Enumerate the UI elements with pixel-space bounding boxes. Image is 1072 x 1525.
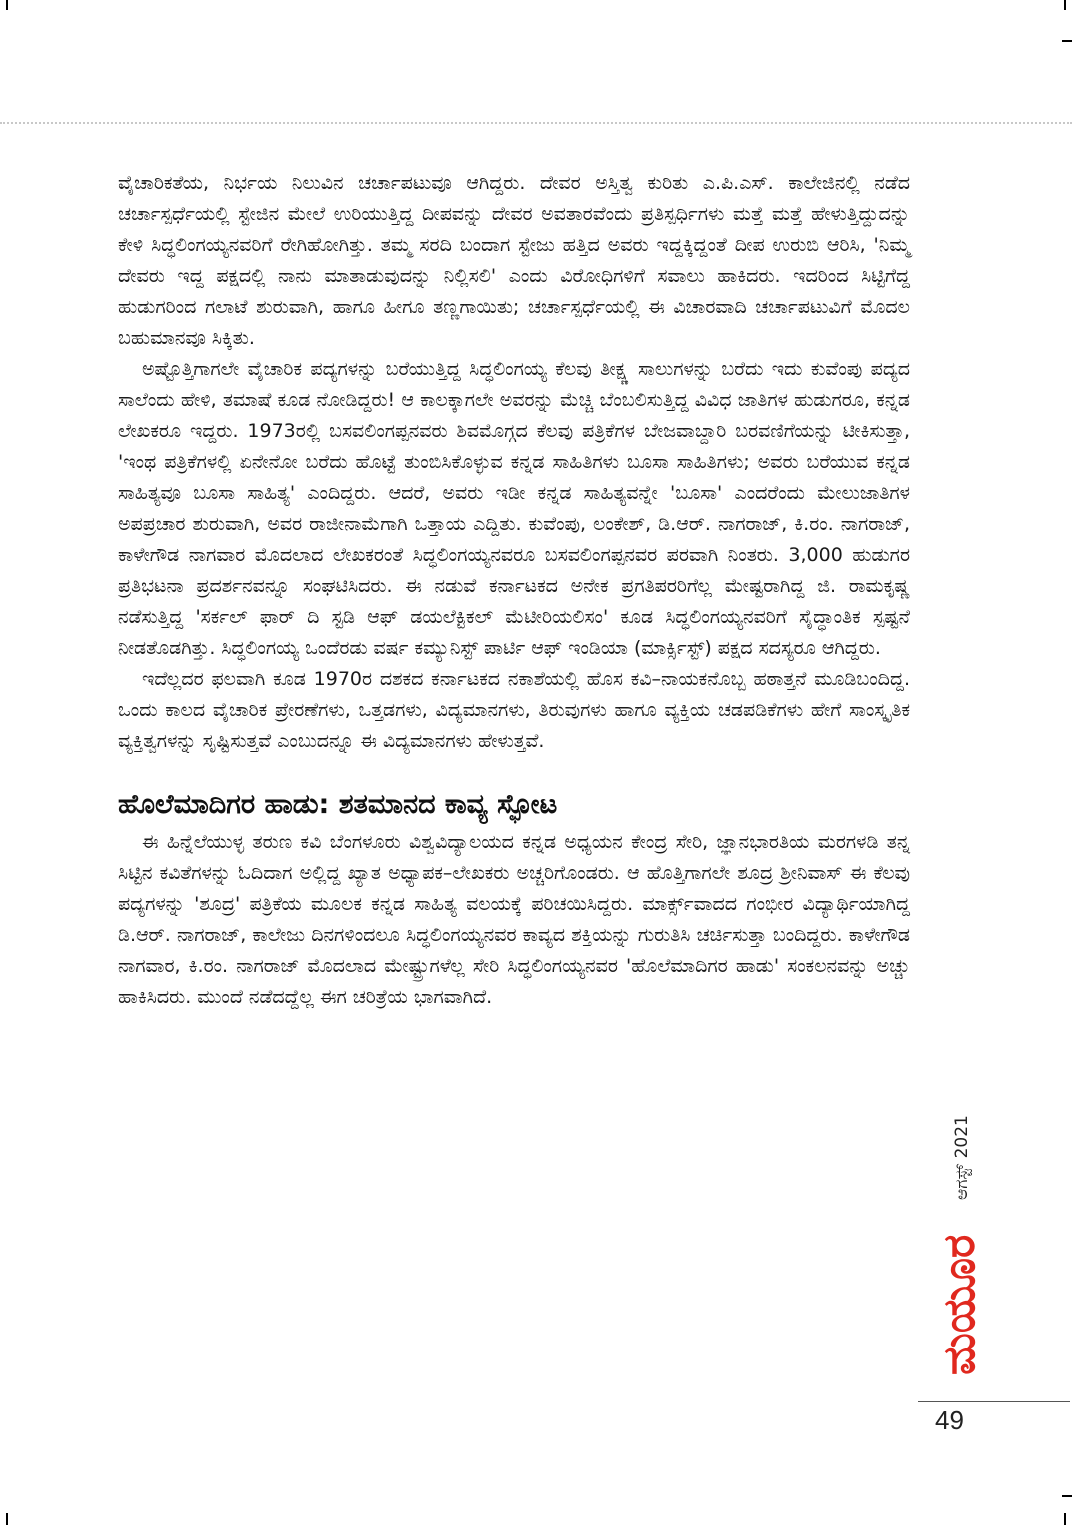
paragraph-2: ಅಷ್ಟೊತ್ತಿಗಾಗಲೇ ವೈಚಾರಿಕ ಪದ್ಯಗಳನ್ನು ಬರೆಯುತ್ತಿದ್ದ ಸಿದ್ಧಲಿಂಗಯ್ಯ ಕೆಲವು ತೀಕ್ಷ್ಣ ಸಾಲುಗಳನ್ನು ಬರೆದು ಇದು ಕುವೆಂಪು ಪದ್ಯದ ಸಾಲೆಂದು ಹೇಳಿ, ತಮಾಷೆ ಕೂಡ ನೋಡಿದ್ದರು! ಆ ಕಾಲಕ್ಕಾಗಲೇ ಅವರನ್ನು ಮೆಚ್ಚಿ ಬೆಂಬಲಿಸುತ್ತಿದ್ದ ವಿವಿಧ ಜಾತಿಗಳ ಹುಡುಗರೂ, ಕನ್ನಡ ಲೇಖಕರೂ ಇದ್ದರು. 1973ರಲ್ಲಿ ಬಸವಲಿಂಗಪ್ಪನವರು ಶಿವಮೊಗ್ಗದ ಕೆಲವು ಪತ್ರಿಕೆಗಳ ಬೇಜವಾಬ್ದಾರಿ ಬರವಣಿಗೆಯನ್ನು ಟೀಕಿಸುತ್ತಾ, 'ಇಂಥ ಪತ್ರಿಕೆಗಳಲ್ಲಿ ಏನೇನೋ ಬರೆದು ಹೊಟ್ಟೆ ತುಂಬಿಸಿಕೊಳ್ಳುವ ಕನ್ನಡ ಸಾಹಿತಿಗಳು ಬೂಸಾ ಸಾಹಿತಿಗಳು; ಅವರು ಬರೆಯುವ ಕನ್ನಡ ಸಾಹಿತ್ಯವೂ ಬೂಸಾ ಸಾಹಿತ್ಯ' ಎಂದಿದ್ದರು. ಆದರೆ, ಅವರು ಇಡೀ ಕನ್ನಡ ಸಾಹಿತ್ಯವನ್ನೇ 'ಬೂಸಾ' ಎಂದರೆಂದು ಮೇಲುಜಾತಿಗಳ ಅಪಪ್ರಚಾರ ಶುರುವಾಗಿ, ಅವರ ರಾಜೀನಾಮೆಗಾಗಿ ಒತ್ತಾಯ ಎದ್ದಿತು. ಕುವೆಂಪು, ಲಂಕೇಶ್, ಡಿ.ಆರ್. ನಾಗರಾಜ್, ಕಿ.ರಂ. ನಾಗರಾಜ್, ಕಾಳೇಗೌಡ ನಾಗವಾರ ಮೊದಲಾದ ಲೇಖಕರಂತೆ ಸಿದ್ಧಲಿಂಗಯ್ಯನವರೂ ಬಸವಲಿಂಗಪ್ಪನವರ ಪರವಾಗಿ ನಿಂತರು. 3,000 ಹುಡುಗರ ಪ್ರತಿಭಟನಾ ಪ್ರದರ್ಶನವನ್ನೂ ಸಂಘಟಿಸಿದರು. ಈ ನಡುವೆ ಕರ್ನಾಟಕದ ಅನೇಕ ಪ್ರಗತಿಪರರಿಗೆಲ್ಲ ಮೇಷ್ಟರಾಗಿದ್ದ ಜಿ. ರಾಮಕೃಷ್ಣ ನಡೆಸುತ್ತಿದ್ದ 'ಸರ್ಕಲ್ ಫಾರ್ ದಿ ಸ್ಟಡಿ ಆಫ್ ಡಯಲೆಕ್ಟಿಕಲ್ ಮೆಟೀರಿಯಲಿಸಂ' ಕೂಡ ಸಿದ್ಧಲಿಂಗಯ್ಯನವರಿಗೆ ಸೈದ್ಧಾಂತಿಕ ಸ್ಪಷ್ಟನೆ ನೀಡತೊಡಗಿತ್ತು. ಸಿದ್ಧಲಿಂಗಯ್ಯ ಒಂದೆರಡು ವರ್ಷ ಕಮ್ಯುನಿಸ್ಟ್ ಪಾರ್ಟಿ ಆಫ್ ಇಂಡಿಯಾ (ಮಾರ್ಕ್ಸಿಸ್ಟ್) ಪಕ್ಷದ ಸದಸ್ಯರೂ ಆಗಿದ್ದರು.: [118, 358, 910, 659]
crop-mark-right-lower: [1062, 1495, 1072, 1497]
issue-date: ಆಗಸ್ಟ್ 2021: [952, 1115, 972, 1200]
crop-mark-bottom-left: [6, 1513, 8, 1525]
paragraph-3: ಇದೆಲ್ಲದರ ಫಲವಾಗಿ ಕೂಡ 1970ರ ದಶಕದ ಕರ್ನಾಟಕದ ನಕಾಶೆಯಲ್ಲಿ ಹೊಸ ಕವಿ–ನಾಯಕನೊಬ್ಬ ಹಠಾತ್ತನೆ ಮೂಡಿಬಂದಿದ್ದ. ಒಂದು ಕಾಲದ ವೈಚಾರಿಕ ಪ್ರೇರಣೆಗಳು, ಒತ್ತಡಗಳು, ವಿದ್ಯಮಾನಗಳು, ತಿರುವುಗಳು ಹಾಗೂ ವ್ಯಕ್ತಿಯ ಚಡಪಡಿಕೆಗಳು ಹೇಗೆ ಸಾಂಸ್ಕೃತಿಕ ವ್ಯಕ್ತಿತ್ವಗಳನ್ನು ಸೃಷ್ಟಿಸುತ್ತವೆ ಎಂಬುದನ್ನೂ ಈ ವಿದ್ಯಮಾನಗಳು ಹೇಳುತ್ತವೆ.: [118, 668, 910, 752]
magazine-logo: ಮಯೂರ: [934, 1234, 985, 1376]
page-number-rule: [918, 1401, 1070, 1402]
header-dotted-rule: [0, 122, 1072, 124]
article-body: [118, 168, 910, 1013]
paragraph-1: ವೈಚಾರಿಕತೆಯ, ನಿರ್ಭಯ ನಿಲುವಿನ ಚರ್ಚಾಪಟುವೂ ಆಗಿದ್ದರು. ದೇವರ ಅಸ್ತಿತ್ವ ಕುರಿತು ಎ.ಪಿ.ಎಸ್. ಕಾಲೇಜಿನಲ್ಲಿ ನಡೆದ ಚರ್ಚಾಸ್ಪರ್ಧೆಯಲ್ಲಿ ಸ್ಟೇಜಿನ ಮೇಲೆ ಉರಿಯುತ್ತಿದ್ದ ದೀಪವನ್ನು ದೇವರ ಅವತಾರವೆಂದು ಪ್ರತಿಸ್ಪರ್ಧಿಗಳು ಮತ್ತೆ ಮತ್ತೆ ಹೇಳುತ್ತಿದ್ದುದನ್ನು ಕೇಳಿ ಸಿದ್ಧಲಿಂಗಯ್ಯನವರಿಗೆ ರೇಗಿಹೋಗಿತ್ತು. ತಮ್ಮ ಸರದಿ ಬಂದಾಗ ಸ್ಟೇಜು ಹತ್ತಿದ ಅವರು ಇದ್ದಕ್ಕಿದ್ದಂತೆ ದೀಪ ಉರುಬಿ ಆರಿಸಿ, 'ನಿಮ್ಮ ದೇವರು ಇದ್ದ ಪಕ್ಷದಲ್ಲಿ ನಾನು ಮಾತಾಡುವುದನ್ನು ನಿಲ್ಲಿಸಲಿ' ಎಂದು ವಿರೋಧಿಗಳಿಗೆ ಸವಾಲು ಹಾಕಿದರು. ಇದರಿಂದ ಸಿಟ್ಟಿಗೆದ್ದ ಹುಡುಗರಿಂದ ಗಲಾಟೆ ಶುರುವಾಗಿ, ಹಾಗೂ ಹೀಗೂ ತಣ್ಣಗಾಯಿತು; ಚರ್ಚಾಸ್ಪರ್ಧೆಯಲ್ಲಿ ಈ ವಿಚಾರವಾದಿ ಚರ್ಚಾಪಟುವಿಗೆ ಮೊದಲ ಬಹುಮಾನವೂ ಸಿಕ್ಕಿತು.: [118, 172, 910, 349]
crop-mark-right-upper: [1062, 40, 1072, 42]
section-heading: ಹೊಲೆಮಾದಿಗರ ಹಾಡು: ಶತಮಾನದ ಕಾವ್ಯ ಸ್ಫೋಟ: [118, 789, 558, 820]
crop-mark-bottom-right: [1064, 1513, 1066, 1525]
section-paragraph: ಈ ಹಿನ್ನೆಲೆಯುಳ್ಳ ತರುಣ ಕವಿ ಬೆಂಗಳೂರು ವಿಶ್ವವಿದ್ಯಾಲಯದ ಕನ್ನಡ ಅಧ್ಯಯನ ಕೇಂದ್ರ ಸೇರಿ, ಜ್ಞಾನಭಾರತಿಯ ಮರಗಳಡಿ ತನ್ನ ಸಿಟ್ಟಿನ ಕವಿತೆಗಳನ್ನು ಓದಿದಾಗ ಅಲ್ಲಿದ್ದ ಖ್ಯಾತ ಅಧ್ಯಾಪಕ–ಲೇಖಕರು ಅಚ್ಚರಿಗೊಂಡರು. ಆ ಹೊತ್ತಿಗಾಗಲೇ ಶೂದ್ರ ಶ್ರೀನಿವಾಸ್ ಈ ಕೆಲವು ಪದ್ಯಗಳನ್ನು 'ಶೂದ್ರ' ಪತ್ರಿಕೆಯ ಮೂಲಕ ಕನ್ನಡ ಸಾಹಿತ್ಯ ವಲಯಕ್ಕೆ ಪರಿಚಯಿಸಿದ್ದರು. ಮಾರ್ಕ್ಸ್‌ವಾದದ ಗಂಭೀರ ವಿದ್ಯಾರ್ಥಿಯಾಗಿದ್ದ ಡಿ.ಆರ್. ನಾಗರಾಜ್, ಕಾಲೇಜು ದಿನಗಳಿಂದಲೂ ಸಿದ್ಧಲಿಂಗಯ್ಯನವರ ಕಾವ್ಯದ ಶಕ್ತಿಯನ್ನು ಗುರುತಿಸಿ ಚರ್ಚಿಸುತ್ತಾ ಬಂದಿದ್ದರು. ಕಾಳೇಗೌಡ ನಾಗವಾರ, ಕಿ.ರಂ. ನಾಗರಾಜ್ ಮೊದಲಾದ ಮೇಷ್ಟ್ರುಗಳೆಲ್ಲ ಸೇರಿ ಸಿದ್ಧಲಿಂಗಯ್ಯನವರ 'ಹೊಲೆಮಾದಿಗರ ಹಾಡು' ಸಂಕಲನವನ್ನು ಅಚ್ಚು ಹಾಕಿಸಿದರು. ಮುಂದೆ ನಡೆದದ್ದೆಲ್ಲ ಈಗ ಚರಿತ್ರೆಯ ಭಾಗವಾಗಿದೆ.: [118, 831, 910, 1008]
page-number: 49: [935, 1405, 964, 1435]
crop-mark-top-right: [1064, 0, 1066, 10]
crop-mark-top-left: [6, 0, 8, 10]
magazine-sidebar: [918, 1110, 988, 1400]
